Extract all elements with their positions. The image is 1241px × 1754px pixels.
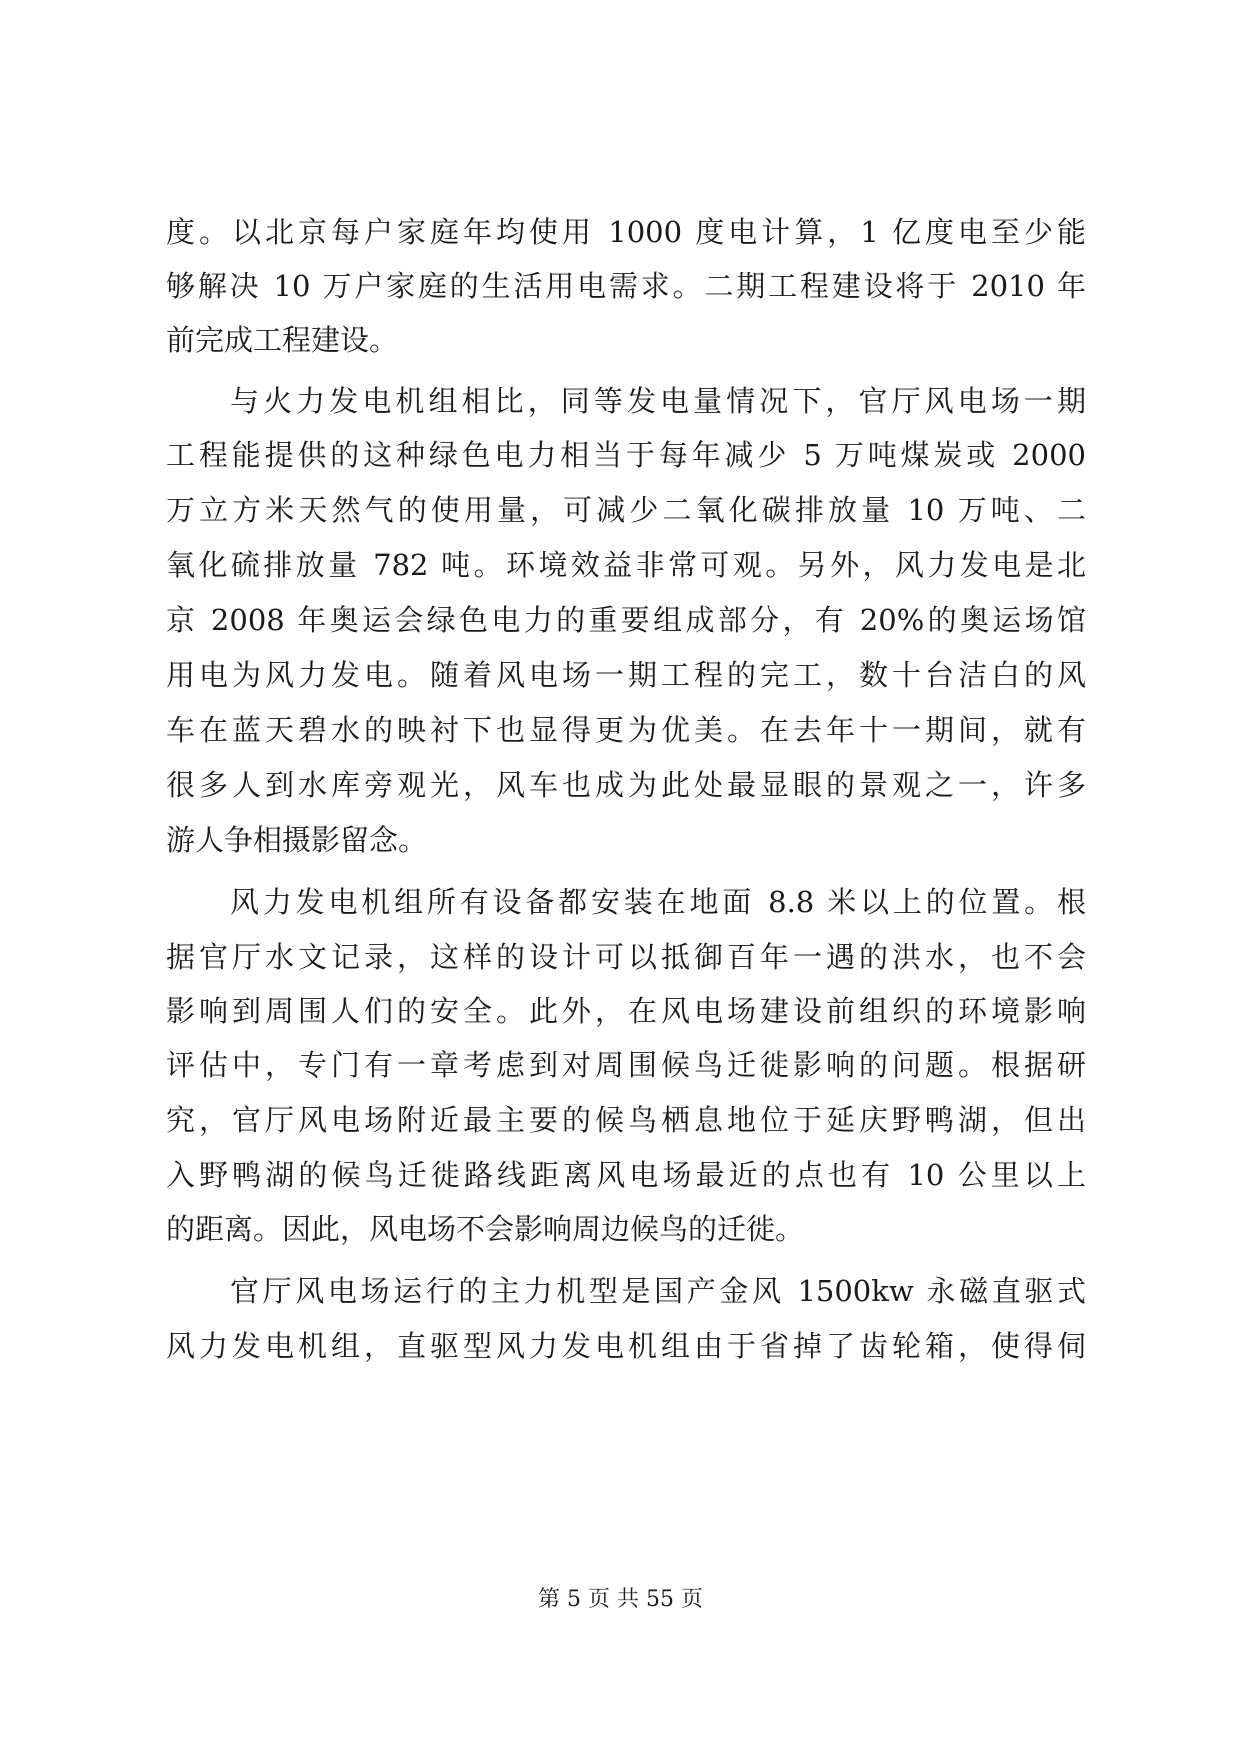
- text-line: 前完成工程建设。: [166, 323, 399, 357]
- text-line: 游人争相摄影留念。: [166, 823, 428, 857]
- text-line: 工程能提供的这种绿色电力相当于每年减少 5 万吨煤炭或 2000: [166, 438, 1086, 472]
- text-line: 很多人到水库旁观光，风车也成为此处最显眼的景观之一，许多: [166, 768, 1086, 802]
- text-line: 风力发电机组所有设备都安装在地面 8.8 米以上的位置。根: [230, 885, 1086, 919]
- text-line: 用电为风力发电。随着风电场一期工程的完工，数十台洁白的风: [166, 658, 1086, 692]
- text-line: 官厅风电场运行的主力机型是国产金风 1500kw 永磁直驱式: [230, 1274, 1086, 1308]
- text-line: 与火力发电机组相比，同等发电量情况下，官厅风电场一期: [230, 384, 1086, 418]
- text-line: 京 2008 年奥运会绿色电力的重要组成部分，有 20%的奥运场馆: [166, 603, 1086, 637]
- text-line: 车在蓝天碧水的映衬下也显得更为优美。在去年十一期间，就有: [166, 713, 1086, 747]
- text-line: 影响到周围人们的安全。此外，在风电场建设前组织的环境影响: [166, 994, 1086, 1028]
- text-line: 究，官厅风电场附近最主要的候鸟栖息地位于延庆野鸭湖，但出: [166, 1103, 1086, 1137]
- text-line: 的距离。因此，风电场不会影响周边候鸟的迁徙。: [166, 1212, 805, 1246]
- page-number-footer: 第 5 页 共 55 页: [538, 1587, 703, 1612]
- text-line: 据官厅水文记录，这样的设计可以抵御百年一遇的洪水，也不会: [166, 940, 1086, 974]
- text-line: 评估中，专门有一章考虑到对周围候鸟迁徙影响的问题。根据研: [166, 1048, 1086, 1082]
- text-line: 万立方米天然气的使用量，可减少二氧化碳排放量 10 万吨、二: [166, 493, 1086, 527]
- text-line: 氧化硫排放量 782 吨。环境效益非常可观。另外，风力发电是北: [166, 548, 1086, 582]
- text-line: 够解决 10 万户家庭的生活用电需求。二期工程建设将于 2010 年: [166, 269, 1086, 303]
- text-line: 度。以北京每户家庭年均使用 1000 度电计算，1 亿度电至少能: [166, 215, 1086, 249]
- text-line: 风力发电机组，直驱型风力发电机组由于省掉了齿轮箱，使得伺: [166, 1329, 1086, 1363]
- text-line: 入野鸭湖的候鸟迁徙路线距离风电场最近的点也有 10 公里以上: [166, 1158, 1086, 1192]
